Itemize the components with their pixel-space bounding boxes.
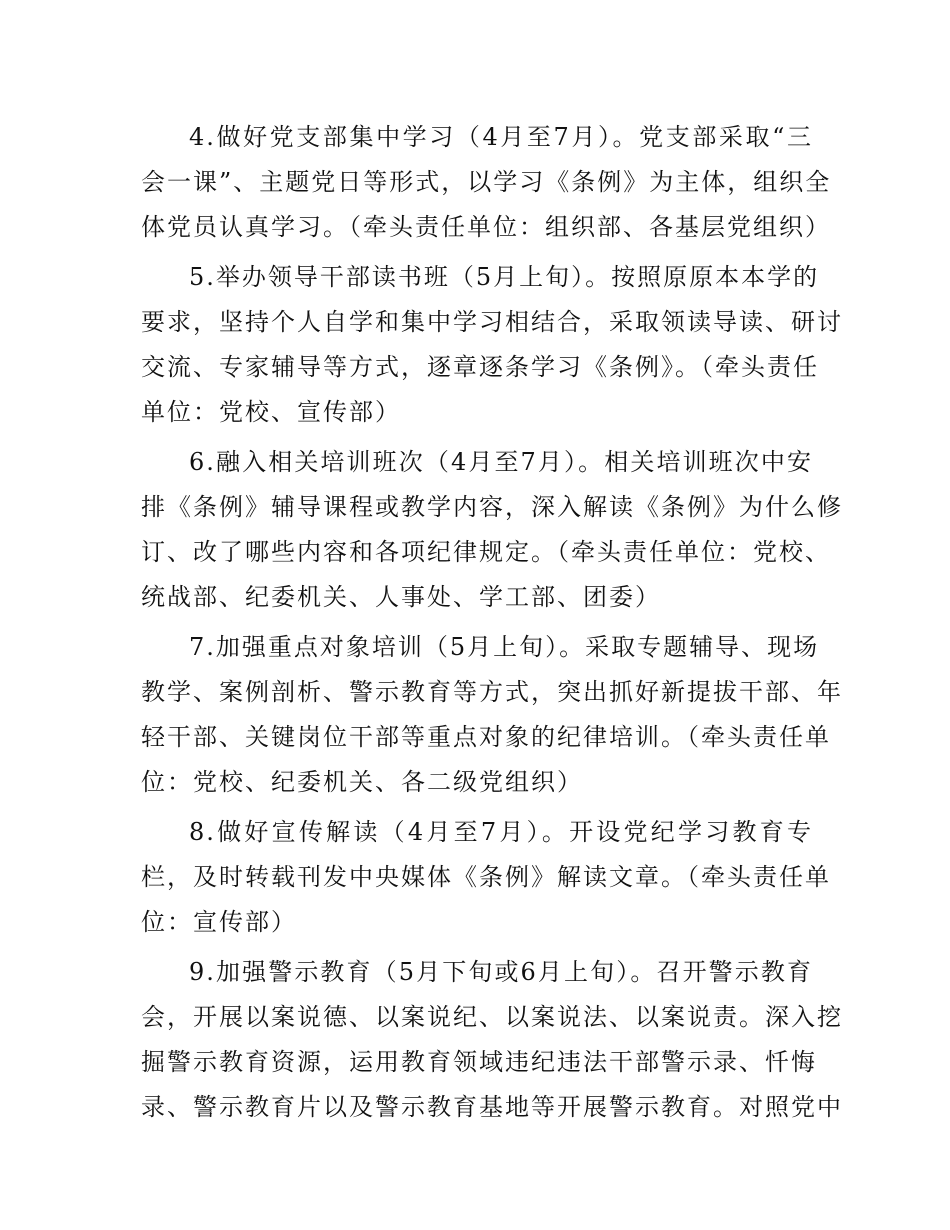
document-body — [141, 115, 843, 1130]
paragraph-item-9 — [141, 950, 843, 1130]
paragraph-line: 栏，及时转载刊发中央媒体《条例》解读文章。（牵头责任单 — [141, 863, 831, 891]
paragraph-line: 录、警示教育片以及警示教育基地等开展警示教育。对照党中 — [141, 1093, 843, 1121]
paragraph-line: 排《条例》辅导课程或教学内容，深入解读《条例》为什么修 — [141, 493, 843, 521]
paragraph-line: 会，开展以案说德、以案说纪、以案说法、以案说责。深入挖 — [141, 1003, 843, 1031]
paragraph-line: 位：党校、纪委机关、各二级党组织） — [141, 768, 583, 796]
paragraph-line: 单位：党校、宣传部） — [141, 398, 401, 426]
paragraph-line: 掘警示教育资源，运用教育领域违纪违法干部警示录、忏悔 — [141, 1048, 817, 1076]
paragraph-line: 8.做好宣传解读（4月至7月）。开设党纪学习教育专 — [189, 818, 813, 846]
paragraph-line: 会一课”、主题党日等形式，以学习《条例》为主体，组织全 — [141, 168, 832, 196]
paragraph-item-7 — [141, 625, 843, 805]
paragraph-item-5 — [141, 255, 843, 435]
paragraph-line: 6.融入相关培训班次（4月至7月）。相关培训班次中安 — [189, 448, 813, 476]
paragraph-line: 要求，坚持个人自学和集中学习相结合，采取领读导读、研讨 — [141, 308, 843, 336]
paragraph-line: 轻干部、关键岗位干部等重点对象的纪律培训。（牵头责任单 — [141, 723, 831, 751]
paragraph-line: 统战部、纪委机关、人事处、学工部、团委） — [141, 583, 661, 611]
paragraph-line: 订、改了哪些内容和各项纪律规定。（牵头责任单位：党校、 — [141, 538, 831, 566]
paragraph-line: 体党员认真学习。（牵头责任单位：组织部、各基层党组织） — [141, 213, 831, 241]
paragraph-item-4 — [141, 115, 832, 250]
paragraph-line: 教学、案例剖析、警示教育等方式，突出抓好新提拔干部、年 — [141, 678, 843, 706]
paragraph-line: 交流、专家辅导等方式，逐章逐条学习《条例》。（牵头责任 — [141, 353, 819, 381]
paragraph-line: 5.举办领导干部读书班（5月上旬）。按照原原本本学的 — [189, 263, 820, 291]
paragraph-line: 位：宣传部） — [141, 908, 297, 936]
paragraph-line: 9.加强警示教育（5月下旬或6月上旬）。召开警示教育 — [189, 958, 813, 986]
paragraph-item-8 — [141, 810, 831, 945]
paragraph-line: 7.加强重点对象培训（5月上旬）。采取专题辅导、现场 — [189, 633, 820, 661]
paragraph-item-6 — [141, 440, 843, 620]
paragraph-line: 4.做好党支部集中学习（4月至7月）。党支部采取“三 — [189, 123, 813, 151]
